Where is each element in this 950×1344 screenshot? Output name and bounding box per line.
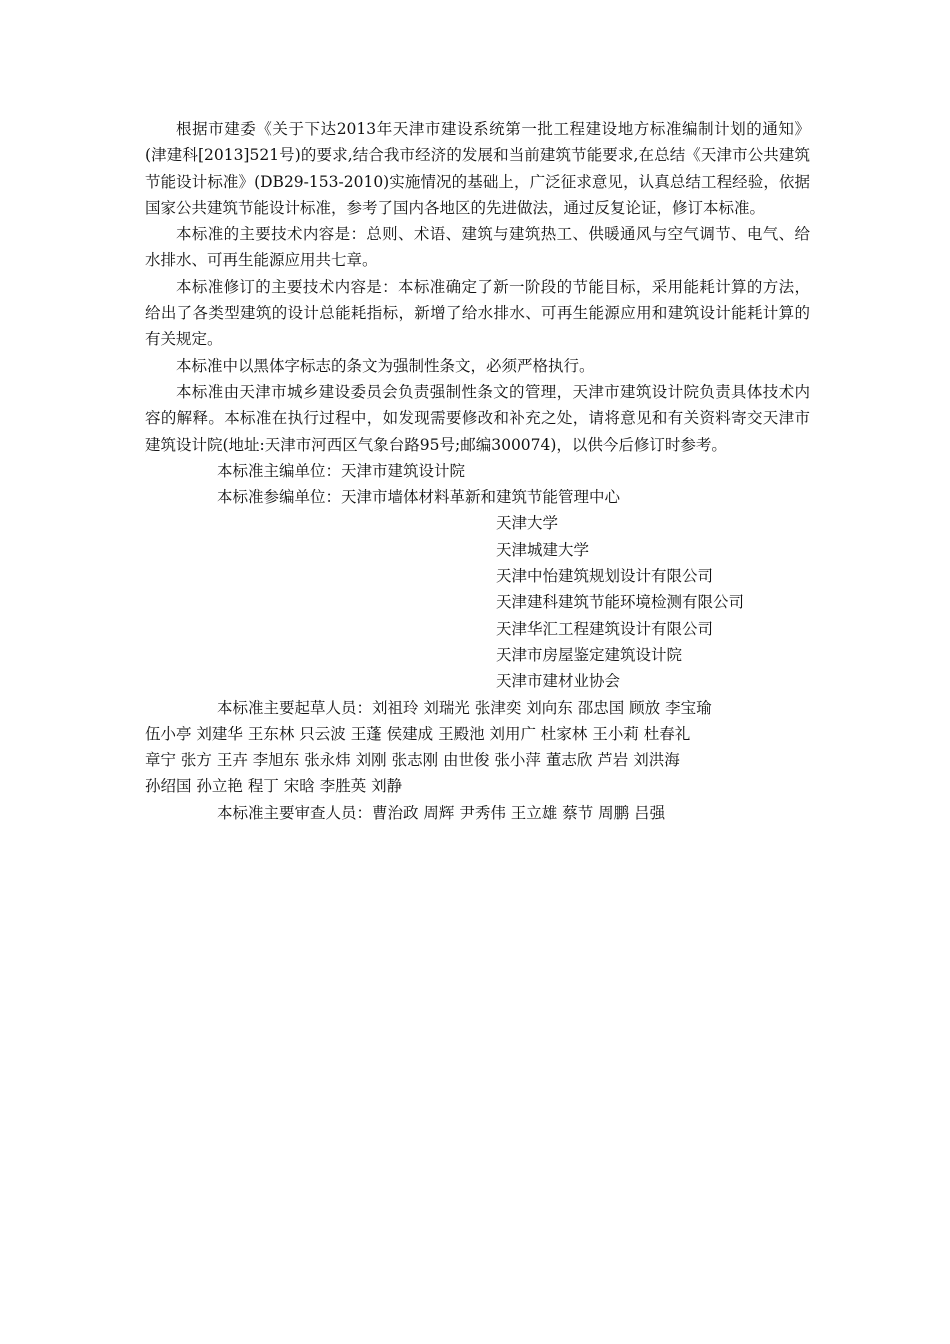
paragraph-management: 本标准由天津市城乡建设委员会负责强制性条文的管理，天津市建筑设计院负责具体技术内容的解释。本标准在执行过程中，如发现需要修改和补充之处，请将意见和有关资料寄交天津市建筑设计院(地址:天津市河西区气象台路95号;邮编300074)，以供今后修订时参考。 xyxy=(145,382,810,454)
chief-editor-unit: 本标准主编单位：天津市建筑设计院 xyxy=(217,461,466,480)
drafters-line: 本标准主要起草人员：刘祖玲 刘瑞光 张津奕 刘向东 邵忠国 顾放 李宝瑜 xyxy=(217,698,712,717)
co-editor-item: 天津华汇工程建筑设计有限公司 xyxy=(496,619,714,638)
drafters-line: 章宁 张方 王卉 李旭东 张永炜 刘刚 张志刚 由世俊 张小萍 董志欣 芦岩 刘洪海 xyxy=(145,751,680,770)
co-editor-item: 天津城建大学 xyxy=(496,540,590,559)
co-editor-item: 天津市房屋鉴定建筑设计院 xyxy=(496,645,683,664)
drafters-list xyxy=(145,695,810,800)
paragraph-main-content: 本标准的主要技术内容是：总则、术语、建筑与建筑热工、供暖通风与空气调节、电气、给水排水、可再生能源应用共七章。 xyxy=(145,225,810,270)
reviewers-line: 本标准主要审查人员：曹治政 周辉 尹秀伟 王立雄 蔡节 周鹏 吕强 xyxy=(217,803,666,822)
drafters-line: 孙绍国 孙立艳 程丁 宋晗 李胜英 刘静 xyxy=(145,777,403,796)
preface-page xyxy=(145,116,810,826)
co-editor-item: 天津中怡建筑规划设计有限公司 xyxy=(496,567,714,586)
drafters-line: 伍小亭 刘建华 王东林 只云波 王蓬 侯建成 王殿池 刘用广 杜家林 王小莉 杜春礼 xyxy=(145,724,691,743)
co-editor-item: 天津建科建筑节能环境检测有限公司 xyxy=(496,593,745,612)
co-editor-item: 天津市建材业协会 xyxy=(496,672,621,691)
co-editor-unit: 本标准参编单位：天津市墙体材料革新和建筑节能管理中心 xyxy=(217,488,621,507)
paragraph-revision-content: 本标准修订的主要技术内容是：本标准确定了新一阶段的节能目标，采用能耗计算的方法，给出了各类型建筑的设计总能耗指标，新增了给水排水、可再生能源应用和建筑设计能耗计算的有关规定。 xyxy=(145,277,810,349)
co-editor-list xyxy=(145,510,810,694)
paragraph-mandatory-clauses: 本标准中以黑体字标志的条文为强制性条文，必须严格执行。 xyxy=(176,356,595,375)
co-editor-item: 天津大学 xyxy=(496,514,559,533)
paragraph-basis: 根据市建委《关于下达2013年天津市建设系统第一批工程建设地方标准编制计划的通知》(津建科[2013]521号)的要求,结合我市经济的发展和当前建筑节能要求,在总结《天津市公共建筑节能设计标准》(DB29-153-2010)实施情况的基础上，广泛征求意见，认真总结工程经验，依据国家公共建筑节能设计标准，参考了国内各地区的先进做法，通过反复论证，修订本标准。 xyxy=(145,120,810,217)
